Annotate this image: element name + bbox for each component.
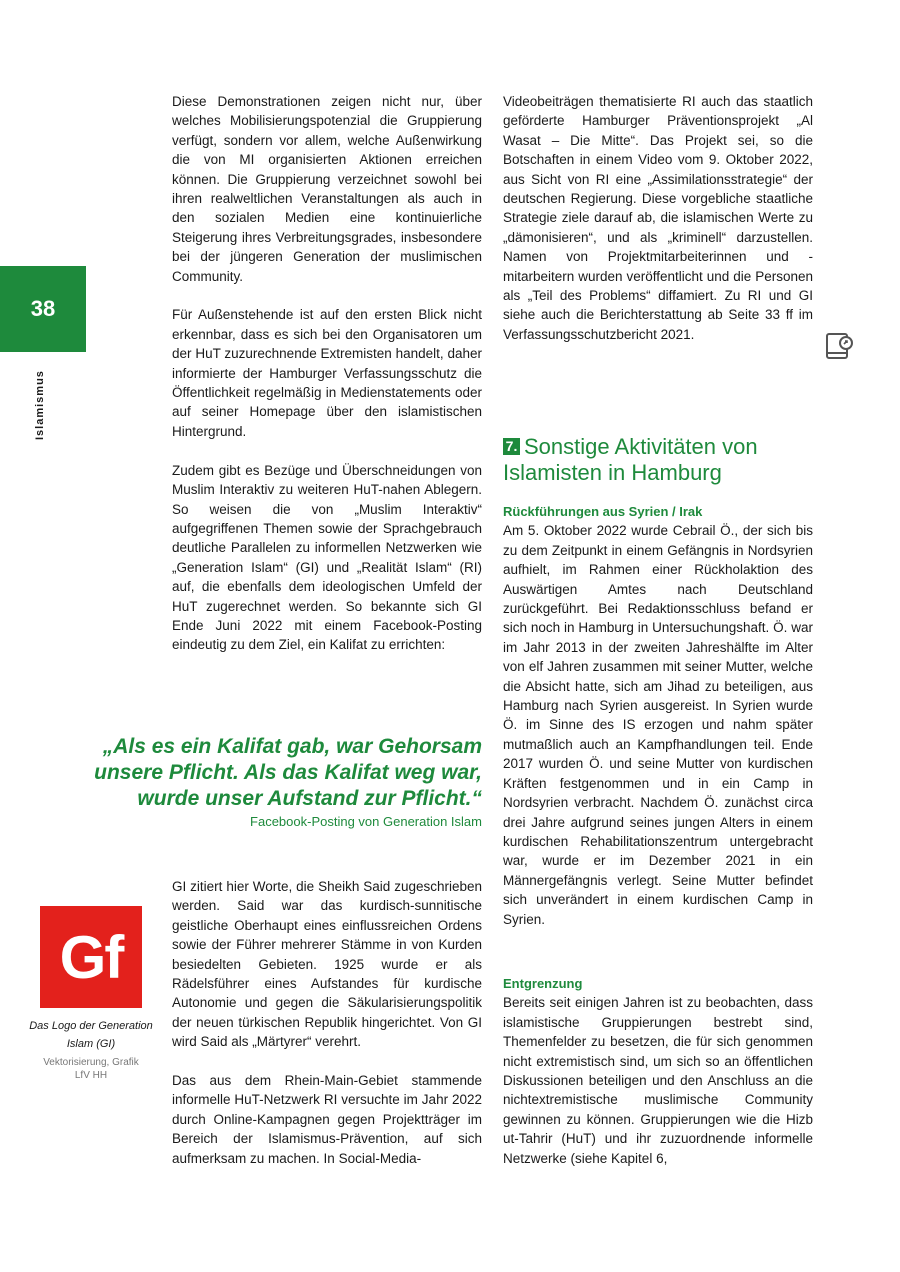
page-number: 38 <box>30 296 56 321</box>
left-column <box>172 92 482 674</box>
generation-islam-logo <box>40 906 142 1008</box>
page-number-box <box>0 266 86 352</box>
pull-quote: „Als es ein Kalifat gab, war Gehorsam unsere Pflicht. Als das Kalifat weg war, wurde unser Aufstand zur Pflicht.“ <box>94 735 482 810</box>
paragraph: Videobeiträgen thematisierte RI auch das staatlich geförderte Hamburger Präventionsprojekt „Al Wasat – Die Mitte“. Das Projekt sei, so die Botschaften in einem Video vom 9. Oktober 2022, aus Sicht von RI eine „Assimilationsstrategie“ der deutschen Regierung. Diese vorgebliche staatliche Strategie ziele darauf ab, die islamischen Werte zu „dämonisieren“, und als „kriminell“ darzustellen. Namen von Projektmitarbeiterinnen und -mitarbeitern wurden veröffentlicht und die Personen als „Teil des Problems“ diffamiert. Zu RI und GI siehe auch die Berichterstattung ab Seite 33 ff im Verfassungsschutzbericht 2021. <box>503 94 813 342</box>
section-title: Sonstige Aktivitäten von Islamisten in Hamburg <box>503 434 758 485</box>
section-number: 7. <box>503 438 520 455</box>
paragraph: Am 5. Oktober 2022 wurde Cebrail Ö., der sich bis zu dem Zeitpunkt in einem Gefängnis in Nordsyrien aufhielt, im Rahmen einer Rückholaktion des Auswärtigen Amtes nach Deutschland zurückgeführt. Bei Redaktionsschluss befand er sich noch in Hamburg in Untersuchungshaft. Ö. war im Jahr 2013 in der zweiten Jahreshälfte im Alter von elf Jahren zusammen mit seiner Mutter, welche die Absicht hatte, sich am Jihad zu beteiligen, aus Hamburg nach Syrien ausgereist. In Syrien wurde Ö. im Sinne des IS erzogen und nahm später mutmaßlich auch an Kampfhandlungen teil. Ende 2017 wurden Ö. und seine Mutter von kurdischen Kräften festgenommen und in ein Camp in Nordsyrien verbracht. Nachdem Ö. zunächst circa drei Jahre aufgrund seines jungen Alters in einem kurdischen Rehabilitationszentrum untergebracht war, wurde er im Dezember 2021 in ein Männergefängnis verlegt. Seine Mutter befindet sich unverändert in einem kurdischen Camp in Syrien. <box>503 523 813 927</box>
chapter-side-label: Islamismus <box>34 370 46 440</box>
book-reference-icon[interactable] <box>824 330 856 362</box>
paragraph: Zudem gibt es Bezüge und Überschneidungen von Muslim Interaktiv zu weiteren HuT-nahen Ablegern. So weisen die von „Muslim Interaktiv“ aufgegriffenen Themen sowie der Sprachgebrauch deutliche Parallelen zu informellen Netzwerken wie „Generation Islam“ (GI) und „Realität Islam“ (RI) auf, die ebenfalls dem ideologischen Umfeld der HuT zugerechnet werden. So bekannte sich GI Ende Juni 2022 mit einem Facebook-Posting eindeutig zu dem Ziel, ein Kalifat zu errichten: <box>172 462 482 653</box>
left-column-lower <box>172 877 482 1187</box>
subsection-heading: Entgrenzung <box>503 976 583 991</box>
paragraph: Bereits seit einigen Jahren ist zu beobachten, dass islamistische Gruppierungen bestrebt sind, Themenfelder zu besetzen, die für sich genommen nicht extremistisch sind, um sich so an öffentlichen Diskussionen beteiligen und den Anschluss an die nichtextremistische muslimische Community gewinnen zu können. Gruppierungen wie die Hizb ut-Tahrir (HuT) und ihr zuzuordnende informelle Netzwerke (siehe Kapitel 6, <box>503 995 813 1166</box>
section-heading <box>503 434 823 486</box>
paragraph: Diese Demonstrationen zeigen nicht nur, über welches Mobilisierungspotenzial die Gruppierung verfügt, sondern vor allem, welche Außenwirkung die von MI organisierten Aktionen erreichen können. Die Gruppierung verzeichnet sowohl bei ihren realweltlichen Veranstaltungen als auch in den sozialen Medien eine kontinuierliche Steigerung ihres Verbreitungsgrades, insbesondere bei der jüngeren Generation der muslimischen Community. <box>172 94 482 284</box>
subsection-entgrenzung <box>503 974 813 1168</box>
subsection-heading: Rückführungen aus Syrien / Irak <box>503 504 703 519</box>
subsection-returns <box>503 502 813 929</box>
logo-credit: Vektorisierung, Grafik LfV HH <box>43 1057 139 1081</box>
right-column <box>503 92 813 364</box>
paragraph: Für Außenstehende ist auf den ersten Blick nicht erkennbar, dass es sich bei den Organisatoren um der HuT zuzurechnende Extremisten handelt, daher informierte der Hamburger Verfassungsschutz die Öffentlichkeit regelmäßig in Medienstatements oder auf seiner Homepage über den islamistischen Hintergrund. <box>172 307 482 439</box>
logo-caption: Das Logo der Generation Islam (GI) <box>29 1020 153 1050</box>
quote-source: Facebook-Posting von Generation Islam <box>250 814 482 829</box>
logo-text: Gf <box>59 923 123 991</box>
paragraph: Das aus dem Rhein-Main-Gebiet stammende informelle HuT-Netzwerk RI versuchte im Jahr 2022 durch Online-Kampagnen gegen Projektträger im Bereich der Islamismus-Prävention, auf sich aufmerksam zu machen. In Social-Media- <box>172 1073 482 1166</box>
paragraph: GI zitiert hier Worte, die Sheikh Said zugeschrieben werden. Said war das kurdisch-sunnitische geistliche Oberhaupt eines einflussreichen Ordens sowie der Führer mehrerer Stämme in von Kurden besiedelten Gebieten. 1925 wurde er als Rädelsführer eines Aufstandes für kurdische Autonomie und gegen die Säkularisierungspolitik der neuen türkischen Republik hingerichtet. Von GI wird Said als „Märtyrer“ verehrt. <box>172 879 482 1050</box>
